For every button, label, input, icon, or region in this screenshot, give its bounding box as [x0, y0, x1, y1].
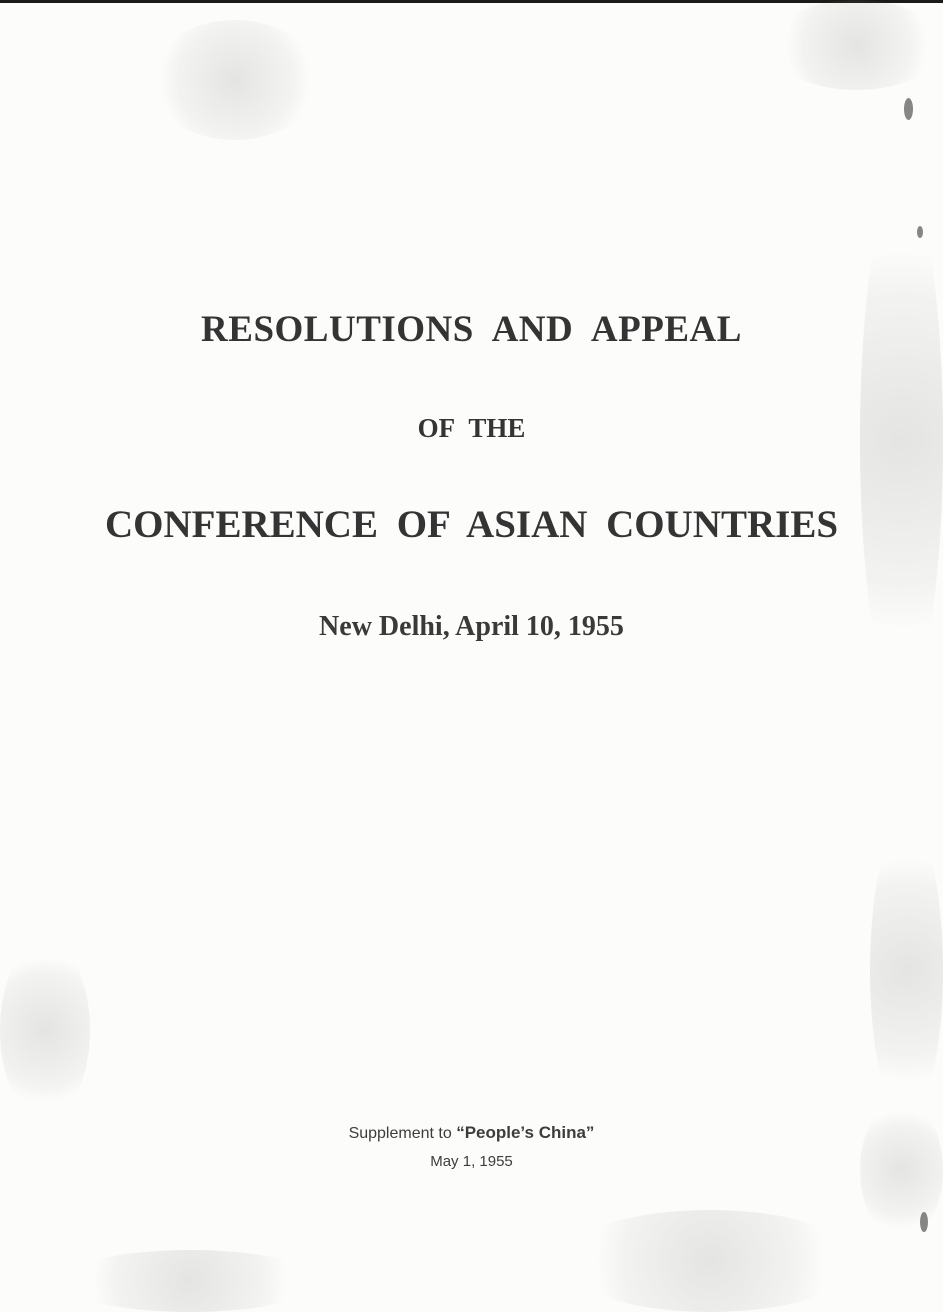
- paper-stain: [860, 1100, 943, 1240]
- supplement-note: [0, 1123, 943, 1143]
- paper-stain: [560, 1210, 860, 1312]
- title-line-1: RESOLUTIONS AND APPEAL: [201, 309, 742, 350]
- issue-date: May 1, 1955: [430, 1153, 513, 1170]
- edge-speck: [920, 1212, 928, 1232]
- paper-stain: [150, 20, 320, 140]
- title-line-2: OF THE: [417, 413, 526, 443]
- edge-speck: [904, 98, 913, 120]
- place-and-date: New Delhi, April 10, 1955: [319, 611, 624, 642]
- top-edge-rule: [0, 0, 943, 3]
- title-line-3: CONFERENCE OF ASIAN COUNTRIES: [104, 503, 839, 546]
- paper-stain: [0, 940, 90, 1120]
- paper-stain: [870, 820, 943, 1120]
- paper-stain: [60, 1250, 320, 1312]
- publication-name: “People’s China”: [456, 1123, 595, 1142]
- edge-speck: [917, 226, 923, 238]
- supplement-prefix: Supplement to: [348, 1125, 457, 1142]
- paper-stain: [770, 0, 943, 90]
